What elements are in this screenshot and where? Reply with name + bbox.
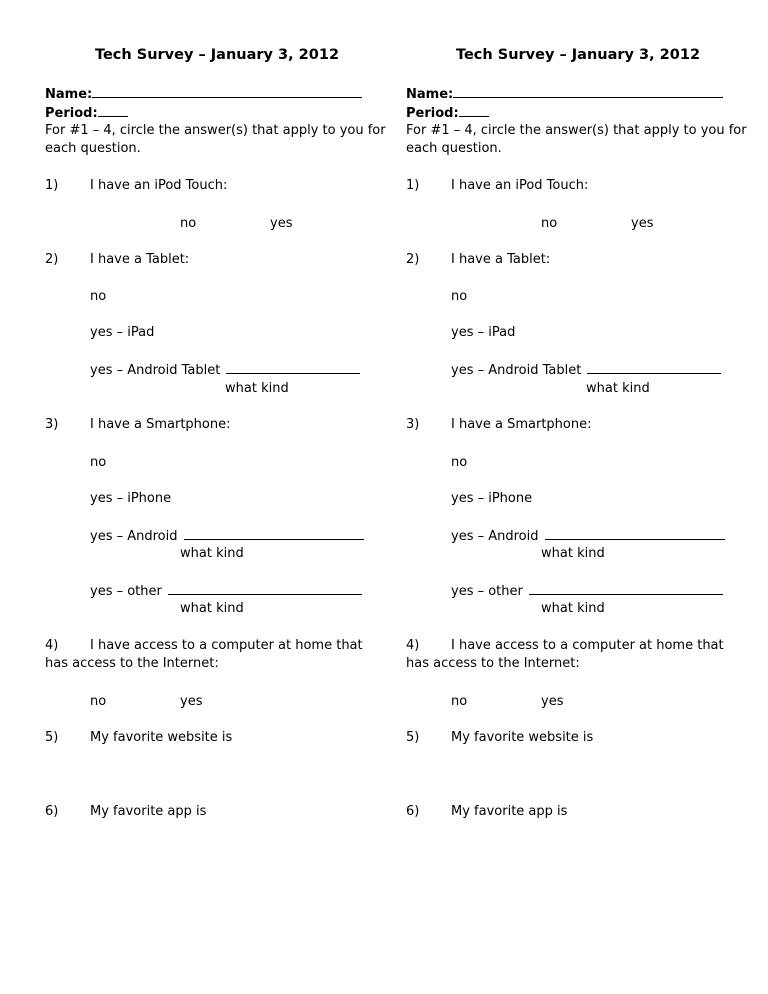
q3-number: 3) <box>406 417 420 432</box>
q3-android-blank[interactable] <box>545 528 725 540</box>
survey-copy-right <box>406 0 747 994</box>
q3-other-what-kind: what kind <box>541 601 605 616</box>
q1-number: 1) <box>45 178 59 193</box>
q2-what-kind: what kind <box>225 381 289 396</box>
q3-android-what-kind: what kind <box>180 546 244 561</box>
q4-text-line-1: I have access to a computer at home that <box>451 638 724 653</box>
q2-android-blank[interactable] <box>587 362 721 374</box>
q5-number: 5) <box>406 730 420 745</box>
name-blank[interactable] <box>453 86 723 98</box>
q3-text: I have a Smartphone: <box>451 417 592 432</box>
q3-other-blank[interactable] <box>168 583 362 595</box>
name-label: Name: <box>406 87 454 102</box>
survey-title: Tech Survey – January 3, 2012 <box>456 47 701 63</box>
q3-android-what-kind: what kind <box>541 546 605 561</box>
q3-other-what-kind: what kind <box>180 601 244 616</box>
q2-option-android-label: yes – Android Tablet <box>90 363 221 378</box>
q3-option-android[interactable] <box>90 528 364 545</box>
q2-option-android-tablet[interactable] <box>90 362 360 379</box>
q6-text: My favorite app is <box>90 804 207 819</box>
q3-option-other-label: yes – other <box>451 584 523 599</box>
q1-option-no[interactable]: no <box>180 216 197 231</box>
q5-text: My favorite website is <box>451 730 594 745</box>
name-field[interactable] <box>45 86 362 103</box>
period-field[interactable] <box>406 105 489 122</box>
period-field[interactable] <box>45 105 128 122</box>
q2-option-no[interactable]: no <box>90 289 107 304</box>
period-label: Period: <box>45 106 98 121</box>
q2-number: 2) <box>406 252 420 267</box>
q6-number: 6) <box>45 804 59 819</box>
q1-option-yes[interactable]: yes <box>631 216 654 231</box>
q4-text-line-2: has access to the Internet: <box>406 656 580 671</box>
q2-text: I have a Tablet: <box>451 252 551 267</box>
q1-text: I have an iPod Touch: <box>451 178 589 193</box>
q3-text: I have a Smartphone: <box>90 417 231 432</box>
q4-text-line-2: has access to the Internet: <box>45 656 219 671</box>
period-blank[interactable] <box>98 105 128 117</box>
q1-number: 1) <box>406 178 420 193</box>
survey-title: Tech Survey – January 3, 2012 <box>95 47 340 63</box>
q2-what-kind: what kind <box>586 381 650 396</box>
q1-option-yes[interactable]: yes <box>270 216 293 231</box>
q1-option-no[interactable]: no <box>541 216 558 231</box>
name-field[interactable] <box>406 86 723 103</box>
instructions-line-1: For #1 – 4, circle the answer(s) that apply to you for <box>45 123 386 138</box>
q4-number: 4) <box>406 638 420 653</box>
q3-android-blank[interactable] <box>184 528 364 540</box>
instructions-line-2: each question. <box>45 141 141 156</box>
q4-option-no[interactable]: no <box>451 694 468 709</box>
q3-option-android[interactable] <box>451 528 725 545</box>
instructions-line-2: each question. <box>406 141 502 156</box>
q3-other-blank[interactable] <box>529 583 723 595</box>
q3-option-other[interactable] <box>451 583 723 600</box>
q2-android-blank[interactable] <box>226 362 360 374</box>
q2-number: 2) <box>45 252 59 267</box>
name-blank[interactable] <box>92 86 362 98</box>
q5-number: 5) <box>45 730 59 745</box>
q3-option-android-label: yes – Android <box>451 529 539 544</box>
q2-option-ipad[interactable]: yes – iPad <box>90 325 155 340</box>
q4-option-yes[interactable]: yes <box>541 694 564 709</box>
q3-option-other[interactable] <box>90 583 362 600</box>
q1-text: I have an iPod Touch: <box>90 178 228 193</box>
q6-number: 6) <box>406 804 420 819</box>
q3-option-no[interactable]: no <box>451 455 468 470</box>
q3-option-iphone[interactable]: yes – iPhone <box>451 491 533 506</box>
survey-copy-left <box>45 0 386 994</box>
period-label: Period: <box>406 106 459 121</box>
q3-option-android-label: yes – Android <box>90 529 178 544</box>
q3-number: 3) <box>45 417 59 432</box>
q4-option-yes[interactable]: yes <box>180 694 203 709</box>
q3-option-iphone[interactable]: yes – iPhone <box>90 491 172 506</box>
instructions-line-1: For #1 – 4, circle the answer(s) that apply to you for <box>406 123 747 138</box>
q2-option-ipad[interactable]: yes – iPad <box>451 325 516 340</box>
q4-option-no[interactable]: no <box>90 694 107 709</box>
q5-text: My favorite website is <box>90 730 233 745</box>
q4-text-line-1: I have access to a computer at home that <box>90 638 363 653</box>
q2-option-android-tablet[interactable] <box>451 362 721 379</box>
name-label: Name: <box>45 87 93 102</box>
q6-text: My favorite app is <box>451 804 568 819</box>
q3-option-no[interactable]: no <box>90 455 107 470</box>
period-blank[interactable] <box>459 105 489 117</box>
q4-number: 4) <box>45 638 59 653</box>
q2-option-no[interactable]: no <box>451 289 468 304</box>
q3-option-other-label: yes – other <box>90 584 162 599</box>
q2-text: I have a Tablet: <box>90 252 190 267</box>
q2-option-android-label: yes – Android Tablet <box>451 363 582 378</box>
